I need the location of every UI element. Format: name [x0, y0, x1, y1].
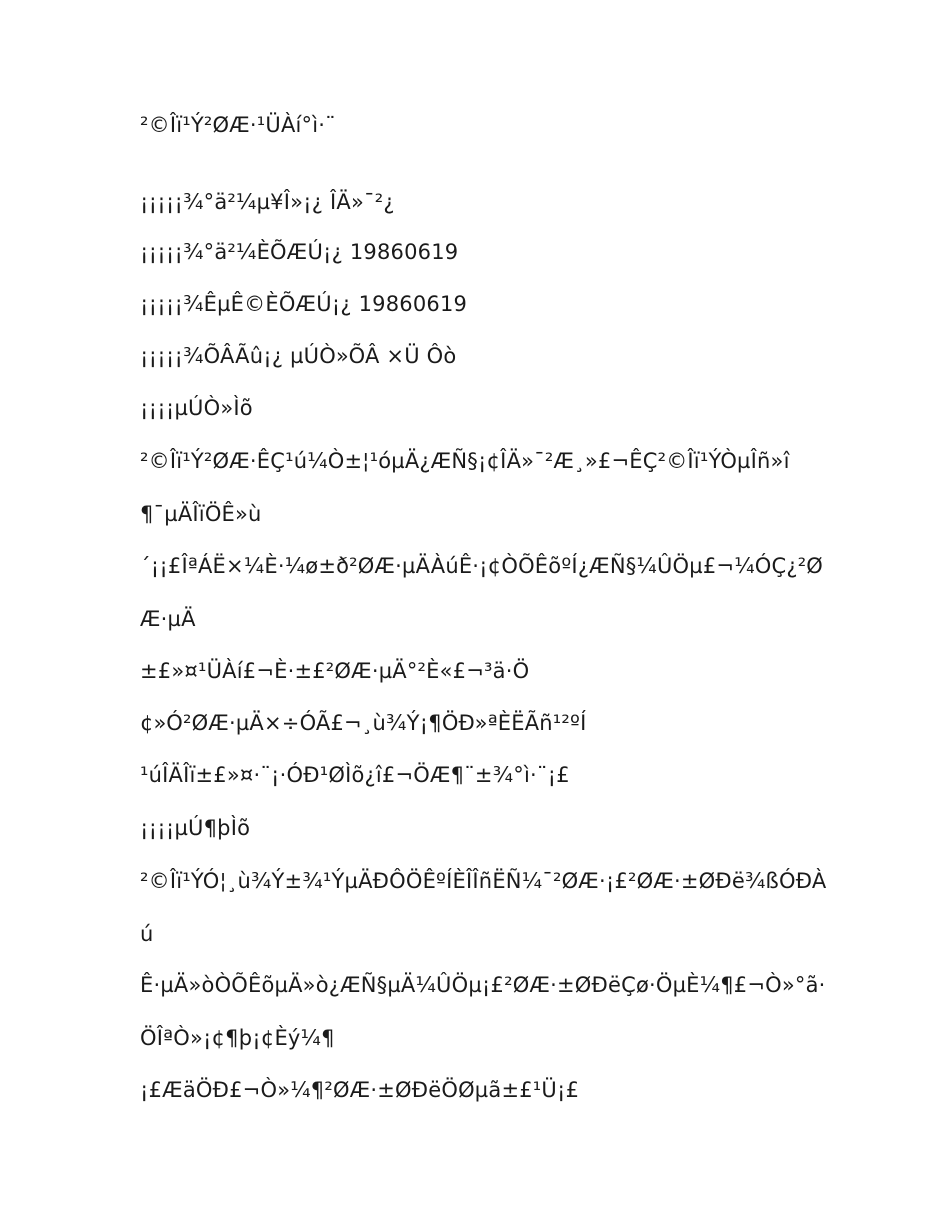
article-2-text-line: ú — [140, 922, 154, 946]
article-1-text-line: ´¡¡£ÎªÁË×¼È·¼ø±ð²ØÆ·µÄÀúÊ·¡¢ÒÕÊõºÍ¿ÆÑ§¼ÛÖµ£¬¼ÓÇ¿²Ø — [140, 554, 824, 578]
article-2-text-line: ¡£ÆäÖÐ£¬Ò»¼¶²ØÆ·±ØÐëÖØµã±£¹Ü¡£ — [140, 1078, 580, 1102]
issuing-unit-line: ¡¡¡¡¡¾°ä²¼µ¥Î»¡¿ ÎÄ»¯²¿ — [140, 190, 395, 214]
article-2-text-line: ÖÎªÒ»¡¢¶þ¡¢Èý¼¶ — [140, 1026, 335, 1050]
article-1-text-line: ¢»Ó²ØÆ·µÄ×÷ÓÃ£¬¸ù¾Ý¡¶ÖÐ»ªÈËÃñ¹²ºÍ — [140, 711, 587, 735]
document-title: ²©Îï¹Ý²ØÆ·¹ÜÀí°ì·¨ — [140, 113, 336, 137]
article-1-text-line: ¹úÎÄÎï±£»¤·¨¡·ÓÐ¹ØÌõ¿î£¬ÖÆ¶¨±¾°ì·¨¡£ — [140, 763, 570, 787]
issue-date-line: ¡¡¡¡¡¾°ä²¼ÈÕÆÚ¡¿ 19860619 — [140, 240, 459, 264]
article-1-heading: ¡¡¡¡µÚÒ»Ìõ — [140, 396, 253, 420]
article-1-text-line: Æ·µÄ — [140, 607, 196, 631]
article-1-text-line: ²©Îï¹Ý²ØÆ·ÊÇ¹ú¼Ò±¦¹óµÄ¿ÆÑ§¡¢ÎÄ»¯²Æ¸»£¬ÊÇ²©Îï¹ÝÒµÎñ»î — [140, 449, 790, 473]
article-1-text-line: ±£»¤¹ÜÀí£¬È·±£²ØÆ·µÄ°²È«£¬³ä·Ö — [140, 659, 530, 683]
article-2-heading: ¡¡¡¡µÚ¶þÌõ — [140, 816, 251, 840]
article-2-text-line: Ê·µÄ»òÒÕÊõµÄ»ò¿ÆÑ§µÄ¼ÛÖµ¡£²ØÆ·±ØÐëÇø·ÖµÈ¼¶£¬Ò»°ã· — [140, 973, 826, 997]
effective-date-line: ¡¡¡¡¡¾ÊµÊ©ÈÕÆÚ¡¿ 19860619 — [140, 292, 468, 316]
article-1-text-line: ¶¯µÄÎïÖÊ»ù — [140, 502, 262, 526]
chapter-heading-line: ¡¡¡¡¡¾ÕÂÃû¡¿ µÚÒ»ÕÂ ×Ü Ôò — [140, 344, 457, 368]
article-2-text-line: ²©Îï¹ÝÓ¦¸ù¾Ý±¾¹ÝµÄÐÔÖÊºÍÈÎÎñËÑ¼¯²ØÆ·¡£²ØÆ·±ØÐë¾ßÓÐÀ — [140, 869, 827, 893]
